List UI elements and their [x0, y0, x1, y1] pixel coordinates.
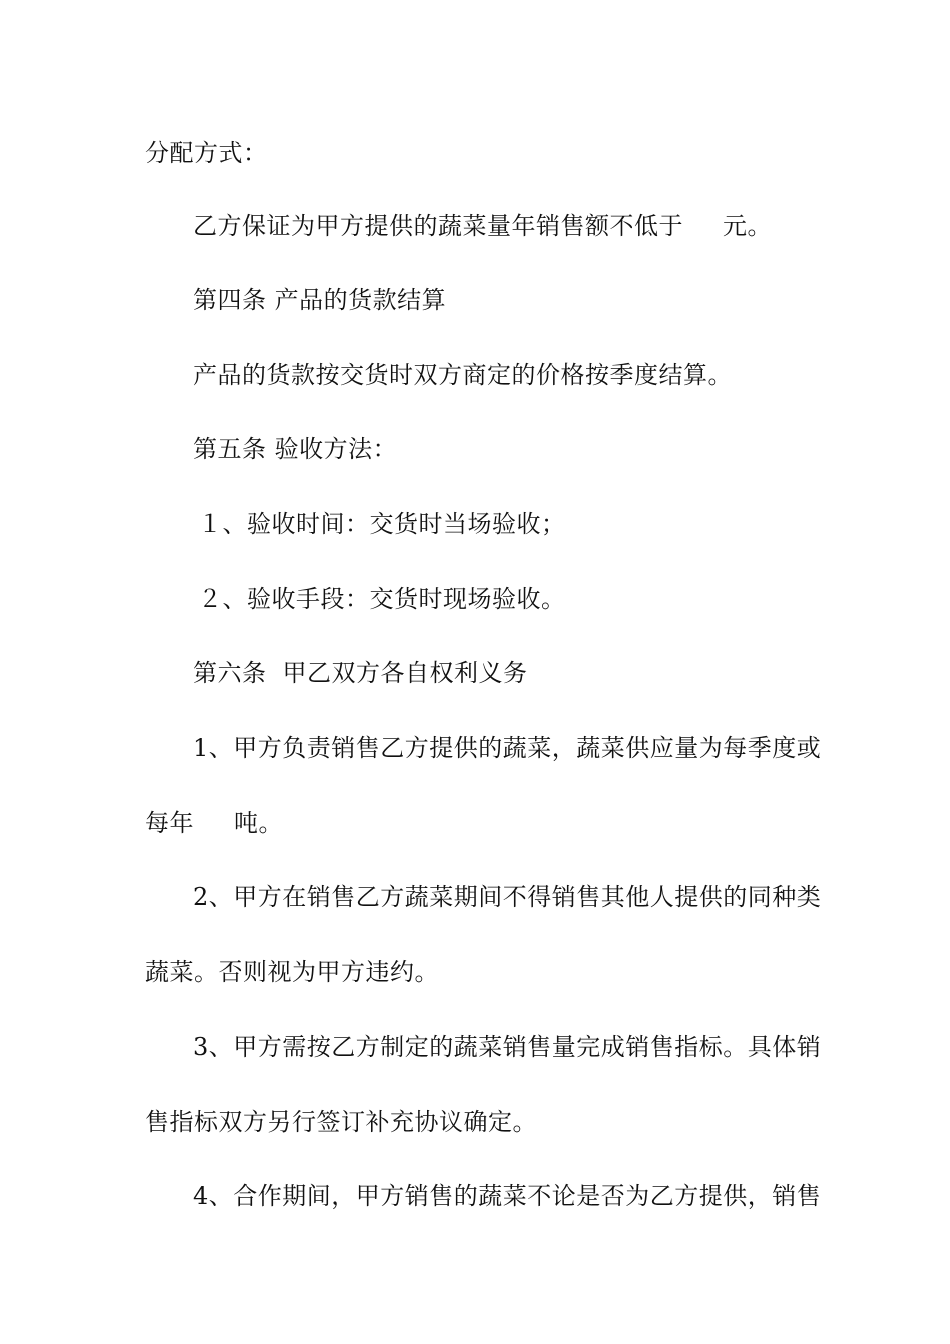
text: 1、甲方负责销售乙方提供的蔬菜，蔬菜供应量为每季度或 — [193, 734, 822, 762]
text: 吨。 — [234, 809, 283, 837]
paragraph-obligation-1 — [193, 733, 822, 763]
text: 元。 — [723, 212, 772, 240]
text: 3、甲方需按乙方制定的蔬菜销售量完成销售指标。具体销 — [193, 1033, 822, 1061]
paragraph-distribution-method — [145, 138, 268, 168]
text: 2、甲方在销售乙方蔬菜期间不得销售其他人提供的同种类 — [193, 883, 822, 911]
article-5-heading — [193, 434, 397, 464]
text: 4、合作期间，甲方销售的蔬菜不论是否为乙方提供，销售 — [193, 1182, 822, 1210]
text: 第五条 验收方法： — [193, 435, 398, 463]
paragraph-sales-guarantee — [193, 211, 772, 241]
article-4-heading — [193, 285, 446, 315]
paragraph-obligation-1-cont — [145, 808, 283, 838]
text: １、验收时间：交货时当场验收； — [198, 510, 566, 538]
text: 第四条 产品的货款结算 — [193, 286, 447, 314]
article-6-heading — [193, 658, 528, 688]
paragraph-obligation-3 — [193, 1032, 821, 1062]
paragraph-obligation-2-cont — [145, 957, 439, 987]
text: ２、验收手段：交货时现场验收。 — [198, 585, 566, 613]
text: 甲乙双方各自权利义务 — [282, 659, 528, 687]
list-item-inspection-means — [198, 584, 566, 614]
text: 第六条 — [193, 659, 267, 687]
paragraph-obligation-3-cont — [145, 1107, 537, 1137]
list-item-inspection-time — [198, 509, 566, 539]
paragraph-obligation-4 — [193, 1181, 821, 1211]
text: 产品的货款按交货时双方商定的价格按季度结算。 — [193, 361, 732, 389]
text: 售指标双方另行签订补充协议确定。 — [145, 1108, 537, 1136]
paragraph-obligation-2 — [193, 882, 821, 912]
text: 乙方保证为甲方提供的蔬菜量年销售额不低于 — [193, 212, 683, 240]
text: 分配方式： — [145, 139, 268, 167]
text: 蔬菜。否则视为甲方违约。 — [145, 958, 439, 986]
text: 每年 — [145, 809, 194, 837]
paragraph-settlement — [193, 360, 732, 390]
